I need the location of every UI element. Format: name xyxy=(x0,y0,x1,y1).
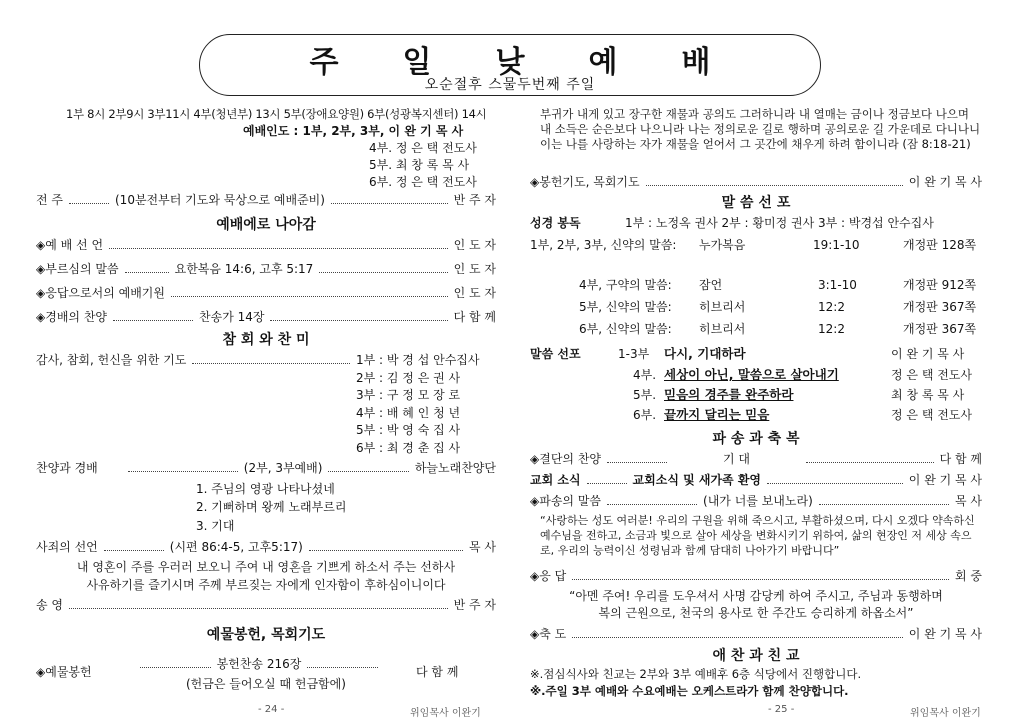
creed-by: 목 사 xyxy=(469,540,496,554)
reading-4-svc: 6부, 신약의 말씀: xyxy=(579,322,672,336)
page-number-left: - 24 - xyxy=(258,704,285,715)
doxology-by: 반 주 자 xyxy=(453,598,496,612)
leader-5: 5부. 최 창 록 목 사 xyxy=(369,158,470,172)
prayer-2: 2부 : 김 정 은 권 사 xyxy=(356,371,461,385)
worship-leader: 예배인도 : 1부, 2부, 3부, 이 완 기 목 사 xyxy=(243,124,464,138)
praise-by: 다 함 께 xyxy=(453,310,496,324)
answer-text-2: 복의 근원으로, 천국의 용사로 한 주간도 승리하게 하옵소서” xyxy=(598,606,914,620)
prayer-row xyxy=(36,352,356,368)
prelude-label: 전 주 xyxy=(36,193,63,207)
reading-1-ref: 19:1-10 xyxy=(813,238,860,252)
sermon-2-svc: 4부. xyxy=(633,368,657,382)
news-label: 교회 소식 xyxy=(530,473,581,487)
offering-hymn-row xyxy=(134,656,384,672)
sending-label: ◈파송의 말씀 xyxy=(530,494,602,508)
section-heading-sending: 파 송 과 축 복 xyxy=(712,431,800,447)
prayer-3: 3부 : 구 정 모 장 로 xyxy=(356,388,461,402)
sermon-label: 말씀 선포 xyxy=(530,347,581,361)
reading-readers: 1부 : 노정옥 권사 2부 : 황미정 권사 3부 : 박경섭 안수집사 xyxy=(625,216,934,230)
prayer-6: 6부 : 최 경 춘 집 사 xyxy=(356,441,461,455)
news-desc: 교회소식 및 새가족 환영 xyxy=(632,473,762,487)
creed-label: 사죄의 선언 xyxy=(36,540,98,554)
creed-ref: (시편 86:4-5, 고후5:17) xyxy=(169,540,303,554)
decision-label: ◈결단의 찬양 xyxy=(530,452,602,466)
offering-by: 다 함 께 xyxy=(416,665,459,679)
pastoral-prayer-label: ◈봉헌기도, 목회기도 xyxy=(530,175,640,189)
news-row xyxy=(530,472,982,488)
song-2: 2. 기뻐하며 왕께 노래부르리 xyxy=(196,500,347,514)
reading-3-svc: 5부, 신약의 말씀: xyxy=(579,300,672,314)
section-heading-approach: 예배에로 나아감 xyxy=(216,217,316,233)
blessing-label: ◈축 도 xyxy=(530,627,567,641)
choir-label: 찬양과 경배 xyxy=(36,461,98,475)
answer-row xyxy=(530,568,982,584)
offering-hymn: 봉헌찬송 216장 xyxy=(216,657,302,671)
reading-2-page: 개정판 912쪽 xyxy=(903,278,977,292)
creed-text-1: 내 영혼이 주를 우러러 보오니 주여 내 영혼을 기쁘게 하소서 주는 선하사 xyxy=(76,560,456,574)
sending-by: 목 사 xyxy=(955,494,982,508)
reading-3-book: 히브리서 xyxy=(699,300,746,314)
section-heading-repentance: 참 회 와 찬 미 xyxy=(222,332,310,348)
offering-label: ◈예물봉헌 xyxy=(36,665,92,679)
response-label: ◈응답으로서의 예배기원 xyxy=(36,286,165,300)
reading-4-page: 개정판 367쪽 xyxy=(903,322,977,336)
pastor-right: 위임목사 이완기 xyxy=(910,708,981,719)
answer-label: ◈응 답 xyxy=(530,569,567,583)
page-number-right: - 25 - xyxy=(768,704,795,715)
section-heading-word: 말 씀 선 포 xyxy=(721,195,791,211)
pastor-left: 위임목사 이완기 xyxy=(410,708,481,719)
invite-by: 인 도 자 xyxy=(453,262,496,276)
prelude-desc: (10분전부터 기도와 묵상으로 예배준비) xyxy=(115,193,325,207)
reading-2-svc: 4부, 구약의 말씀: xyxy=(579,278,672,292)
sermon-3-title: 믿음의 경주를 완주하라 xyxy=(664,387,794,402)
invite-label: ◈부르심의 말씀 xyxy=(36,262,119,276)
invite-ref: 요한복음 14:6, 고후 5:17 xyxy=(174,262,314,276)
pastoral-prayer-row xyxy=(530,174,982,190)
sermon-4-by: 정 은 택 전도사 xyxy=(891,408,972,422)
sermon-3-svc: 5부. xyxy=(633,388,657,402)
scripture-verse: 부귀가 내게 있고 장구한 재물과 공의도 그러하니라 내 열매는 금이나 정금보다 나으며 내 소득은 순은보다 나으니라 나는 정의로운 길로 행하며 공의로운 길 가운데로 다니나니 이는 나를 사랑하는 자가 재물을 얻어서 그 곳간에 채우게 하려 함이니라 (잠 8:18-21) xyxy=(540,107,981,151)
prayer-4: 4부 : 배 혜 인 청 년 xyxy=(356,406,461,420)
doxology-label: 송 영 xyxy=(36,598,63,612)
answer-text-1: “아멘 주여! 우리를 도우셔서 사명 감당케 하여 주시고, 주님과 동행하며 xyxy=(569,589,943,603)
creed-row xyxy=(36,539,496,555)
creed-text-2: 사유하기를 즐기시며 주께 부르짖는 자에게 인자함이 후하심이니이다 xyxy=(86,578,446,592)
reading-3-page: 개정판 367쪽 xyxy=(903,300,977,314)
reading-2-book: 잠언 xyxy=(699,278,723,292)
service-schedule: 1부 8시 2부9시 3부11시 4부(청년부) 13시 5부(장애요양원) 6부(성광복지센터) 14시 xyxy=(66,107,487,121)
bulletin-header xyxy=(199,34,821,96)
sermon-4-svc: 6부. xyxy=(633,408,657,422)
call-row xyxy=(36,237,496,253)
choir-by: 하늘노래찬양단 xyxy=(414,461,496,475)
sermon-4-title: 끝까지 달리는 믿음 xyxy=(664,407,770,422)
sermon-1-by: 이 완 기 목 사 xyxy=(891,347,965,361)
reading-1-svc: 1부, 2부, 3부, 신약의 말씀: xyxy=(530,238,677,252)
decision-by: 다 함 께 xyxy=(939,452,982,466)
news-by: 이 완 기 목 사 xyxy=(908,473,982,487)
song-1: 1. 주님의 영광 나타나셨네 xyxy=(196,482,335,496)
sermon-2-title: 세상이 아닌, 말씀으로 살아내기 xyxy=(664,367,839,382)
decision-row xyxy=(530,451,982,467)
call-by: 인 도 자 xyxy=(453,238,496,252)
choir-row xyxy=(36,460,496,476)
response-row xyxy=(36,285,496,301)
reading-1-book: 누가복음 xyxy=(699,238,746,252)
offering-note: (헌금은 들어오실 때 헌금함에) xyxy=(186,677,346,691)
leader-4: 4부. 정 은 택 전도사 xyxy=(369,141,477,155)
reading-4-book: 히브리서 xyxy=(699,322,746,336)
blessing-by: 이 완 기 목 사 xyxy=(908,627,982,641)
response-by: 인 도 자 xyxy=(453,286,496,300)
praise-label: ◈경배의 찬양 xyxy=(36,310,108,324)
prelude-by: 반 주 자 xyxy=(453,193,496,207)
prayer-5: 5부 : 박 영 숙 집 사 xyxy=(356,423,461,437)
section-heading-offering: 예물봉헌, 목회기도 xyxy=(206,627,326,643)
decision-song: 기 대 xyxy=(723,452,751,466)
page-title: 주일낮예배 xyxy=(309,45,775,80)
song-3: 3. 기대 xyxy=(196,519,235,533)
reading-label: 성경 봉독 xyxy=(530,216,581,230)
praise-hymn: 찬송가 14장 xyxy=(199,310,265,324)
blessing-row xyxy=(530,626,982,642)
sending-desc: (내가 너를 보내노라) xyxy=(703,494,813,508)
doxology-row xyxy=(36,597,496,613)
leader-6: 6부. 정 은 택 전도사 xyxy=(369,175,477,189)
reading-2-ref: 3:1-10 xyxy=(818,278,857,292)
sermon-1-svc: 1-3부 xyxy=(618,347,650,361)
pastoral-prayer-by: 이 완 기 목 사 xyxy=(908,175,982,189)
prayer-1: 1부 : 박 경 섭 안수집사 xyxy=(356,353,480,367)
notice-2: ※.주일 3부 예배와 수요예배는 오케스트라가 함께 찬양합니다. xyxy=(530,684,849,698)
reading-1-page: 개정판 128쪽 xyxy=(903,238,977,252)
sermon-2-by: 정 은 택 전도사 xyxy=(891,368,972,382)
sermon-3-by: 최 창 록 목 사 xyxy=(891,388,965,402)
prayer-label: 감사, 참회, 헌신을 위한 기도 xyxy=(36,353,187,367)
call-label: ◈예 배 선 언 xyxy=(36,238,104,252)
prelude-row xyxy=(36,192,496,208)
reading-4-ref: 12:2 xyxy=(818,322,845,336)
reading-3-ref: 12:2 xyxy=(818,300,845,314)
page-subtitle: 오순절후 스물두번째 주일 xyxy=(424,77,596,93)
answer-by: 회 중 xyxy=(955,569,982,583)
praise-row xyxy=(36,309,496,325)
choir-services: (2부, 3부예배) xyxy=(243,461,323,475)
section-heading-fellowship: 애 찬 과 친 교 xyxy=(712,648,800,664)
sending-text: “사랑하는 성도 여러분! 우리의 구원을 위해 죽으시고, 부활하셨으며, 다시 오겠다 약속하신 예수님을 전하고, 소금과 빛으로 살아 세상을 변화시키기 위하여, 삶의 현장인 저 세상 속으로, 우리의 능력이신 성령님과 함께 담대히 나아가기 바랍니다” xyxy=(540,514,975,557)
sending-row xyxy=(530,493,982,509)
invite-row xyxy=(36,261,496,277)
sermon-1-title: 다시, 기대하라 xyxy=(664,346,746,361)
notice-1: ※.점심식사와 친교는 2부와 3부 예배후 6층 식당에서 진행합니다. xyxy=(530,667,862,681)
